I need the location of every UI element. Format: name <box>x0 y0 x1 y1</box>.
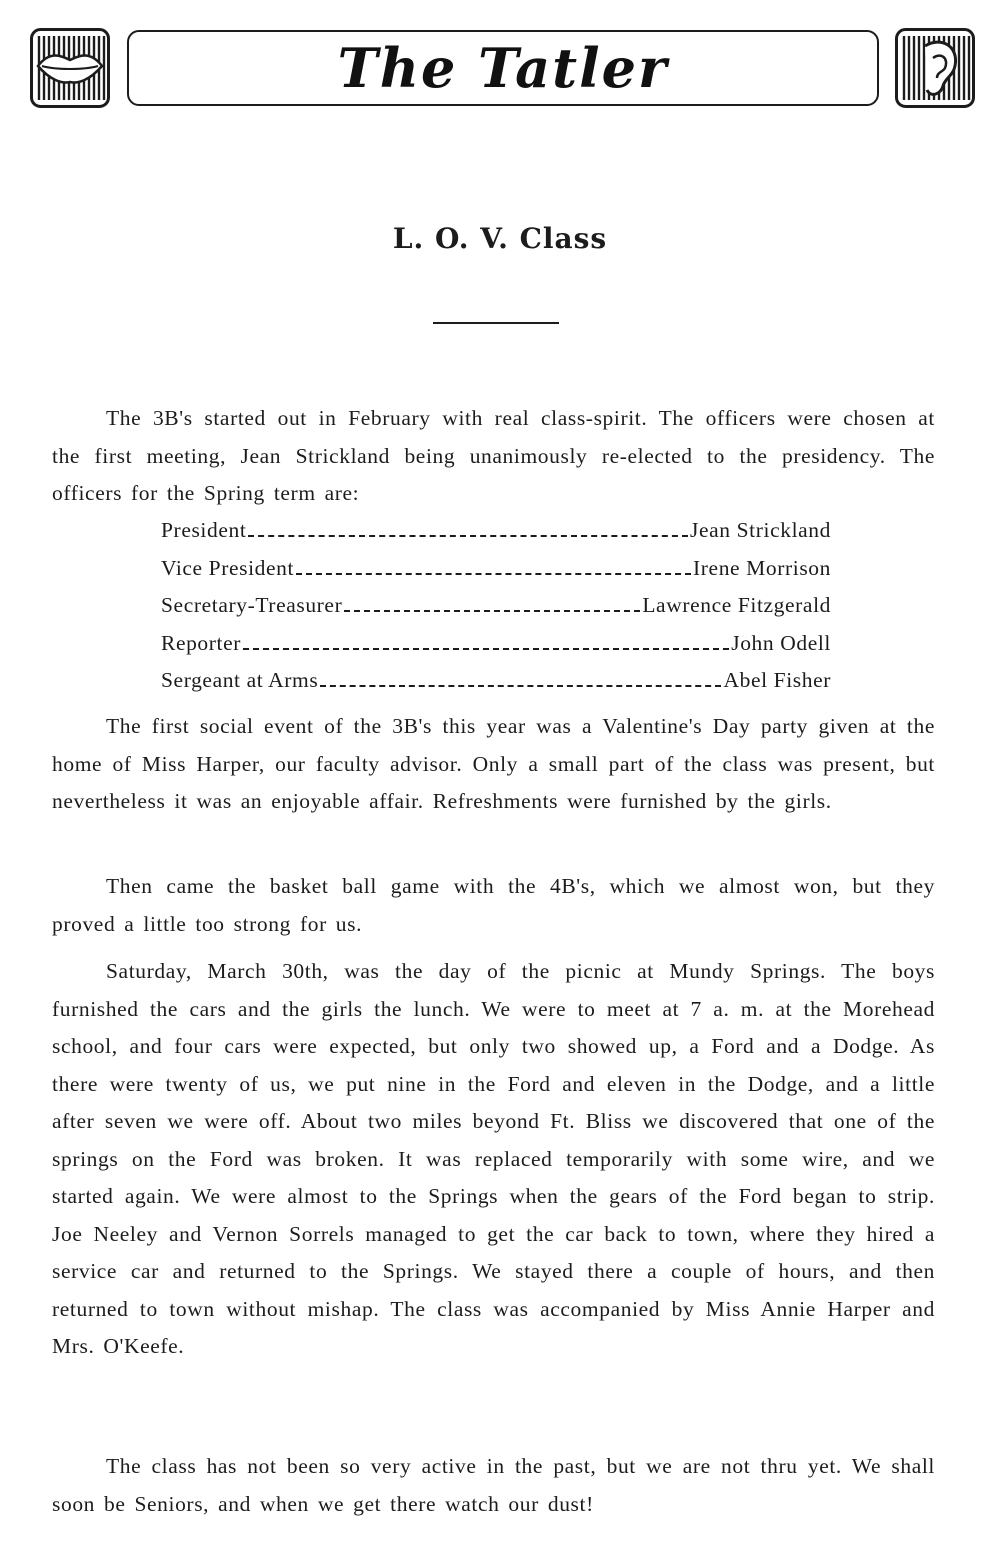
paragraph-intro: The 3B's started out in February with real class-spirit. The officers were chosen at the first meeting, Jean Strickland being unanimously re-elected to the presidency. The officers for the Spring term are: <box>52 406 935 505</box>
leader-dashes <box>243 648 729 650</box>
masthead-title: The Tatler <box>337 36 669 100</box>
leader-dashes <box>296 573 691 575</box>
officer-role: Sergeant at Arms <box>161 668 319 692</box>
officer-row <box>161 587 831 625</box>
leader-dashes <box>248 535 688 537</box>
paragraph-picnic: Saturday, March 30th, was the day of the picnic at Mundy Springs. The boys furnished the cars and the girls the lunch. We were to meet at 7 a. m. at the Morehead school, and four cars were expected, but only two showed up, a Ford and a Dodge. As there were twenty of us, we put nine in the Ford and eleven in the Dodge, and a little after seven we were off. About two miles beyond Ft. Bliss we discovered that one of the springs on the Ford was broken. It was replaced temporarily with some wire, and we started again. We were almost to the Springs when the gears of the Ford began to strip. Joe Neeley and Vernon Sorrels managed to get the car back to town, where they hired a service car and returned to the Springs. We stayed there a couple of hours, and then returned to town without mishap. The class was accompanied by Miss Annie Harper and Mrs. O'Keefe. <box>52 959 935 1358</box>
paragraph-basketball: Then came the basket ball game with the 4B's, which we almost won, but they proved a little too strong for us. <box>52 874 935 936</box>
officer-name: Irene Morrison <box>693 555 831 580</box>
masthead <box>30 28 975 112</box>
officer-name: Abel Fisher <box>723 668 831 692</box>
paragraph-closing: The class has not been so very active in the past, but we are not thru yet. We shall soon be Seniors, and when we get there watch our dust! <box>52 1454 935 1516</box>
article-heading: L. O. V. Class <box>392 222 608 255</box>
officer-role: President <box>161 518 247 542</box>
lips-icon <box>30 28 110 108</box>
officer-row <box>161 662 831 700</box>
officer-row <box>161 550 831 588</box>
officer-name: John Odell <box>731 630 831 655</box>
officer-name: Lawrence Fitzgerald <box>642 593 831 617</box>
officer-name: Jean Strickland <box>690 518 831 542</box>
paragraph-valentine-party: The first social event of the 3B's this year was a Valentine's Day party given at the home of Miss Harper, our faculty advisor. Only a small part of the class was present, but nevertheless it was an enjoyable affair. Refreshments were furnished by the girls. <box>52 714 935 813</box>
officer-row <box>161 625 831 663</box>
officer-role: Vice President <box>161 555 295 580</box>
officers-list <box>161 512 831 700</box>
masthead-title-frame <box>127 30 879 106</box>
officer-role: Secretary-Treasurer <box>161 593 343 617</box>
ear-icon <box>895 28 975 108</box>
leader-dashes <box>320 685 721 687</box>
officer-role: Reporter <box>161 630 242 655</box>
officer-row <box>161 512 831 550</box>
leader-dashes <box>344 610 640 612</box>
heading-divider <box>433 322 559 324</box>
